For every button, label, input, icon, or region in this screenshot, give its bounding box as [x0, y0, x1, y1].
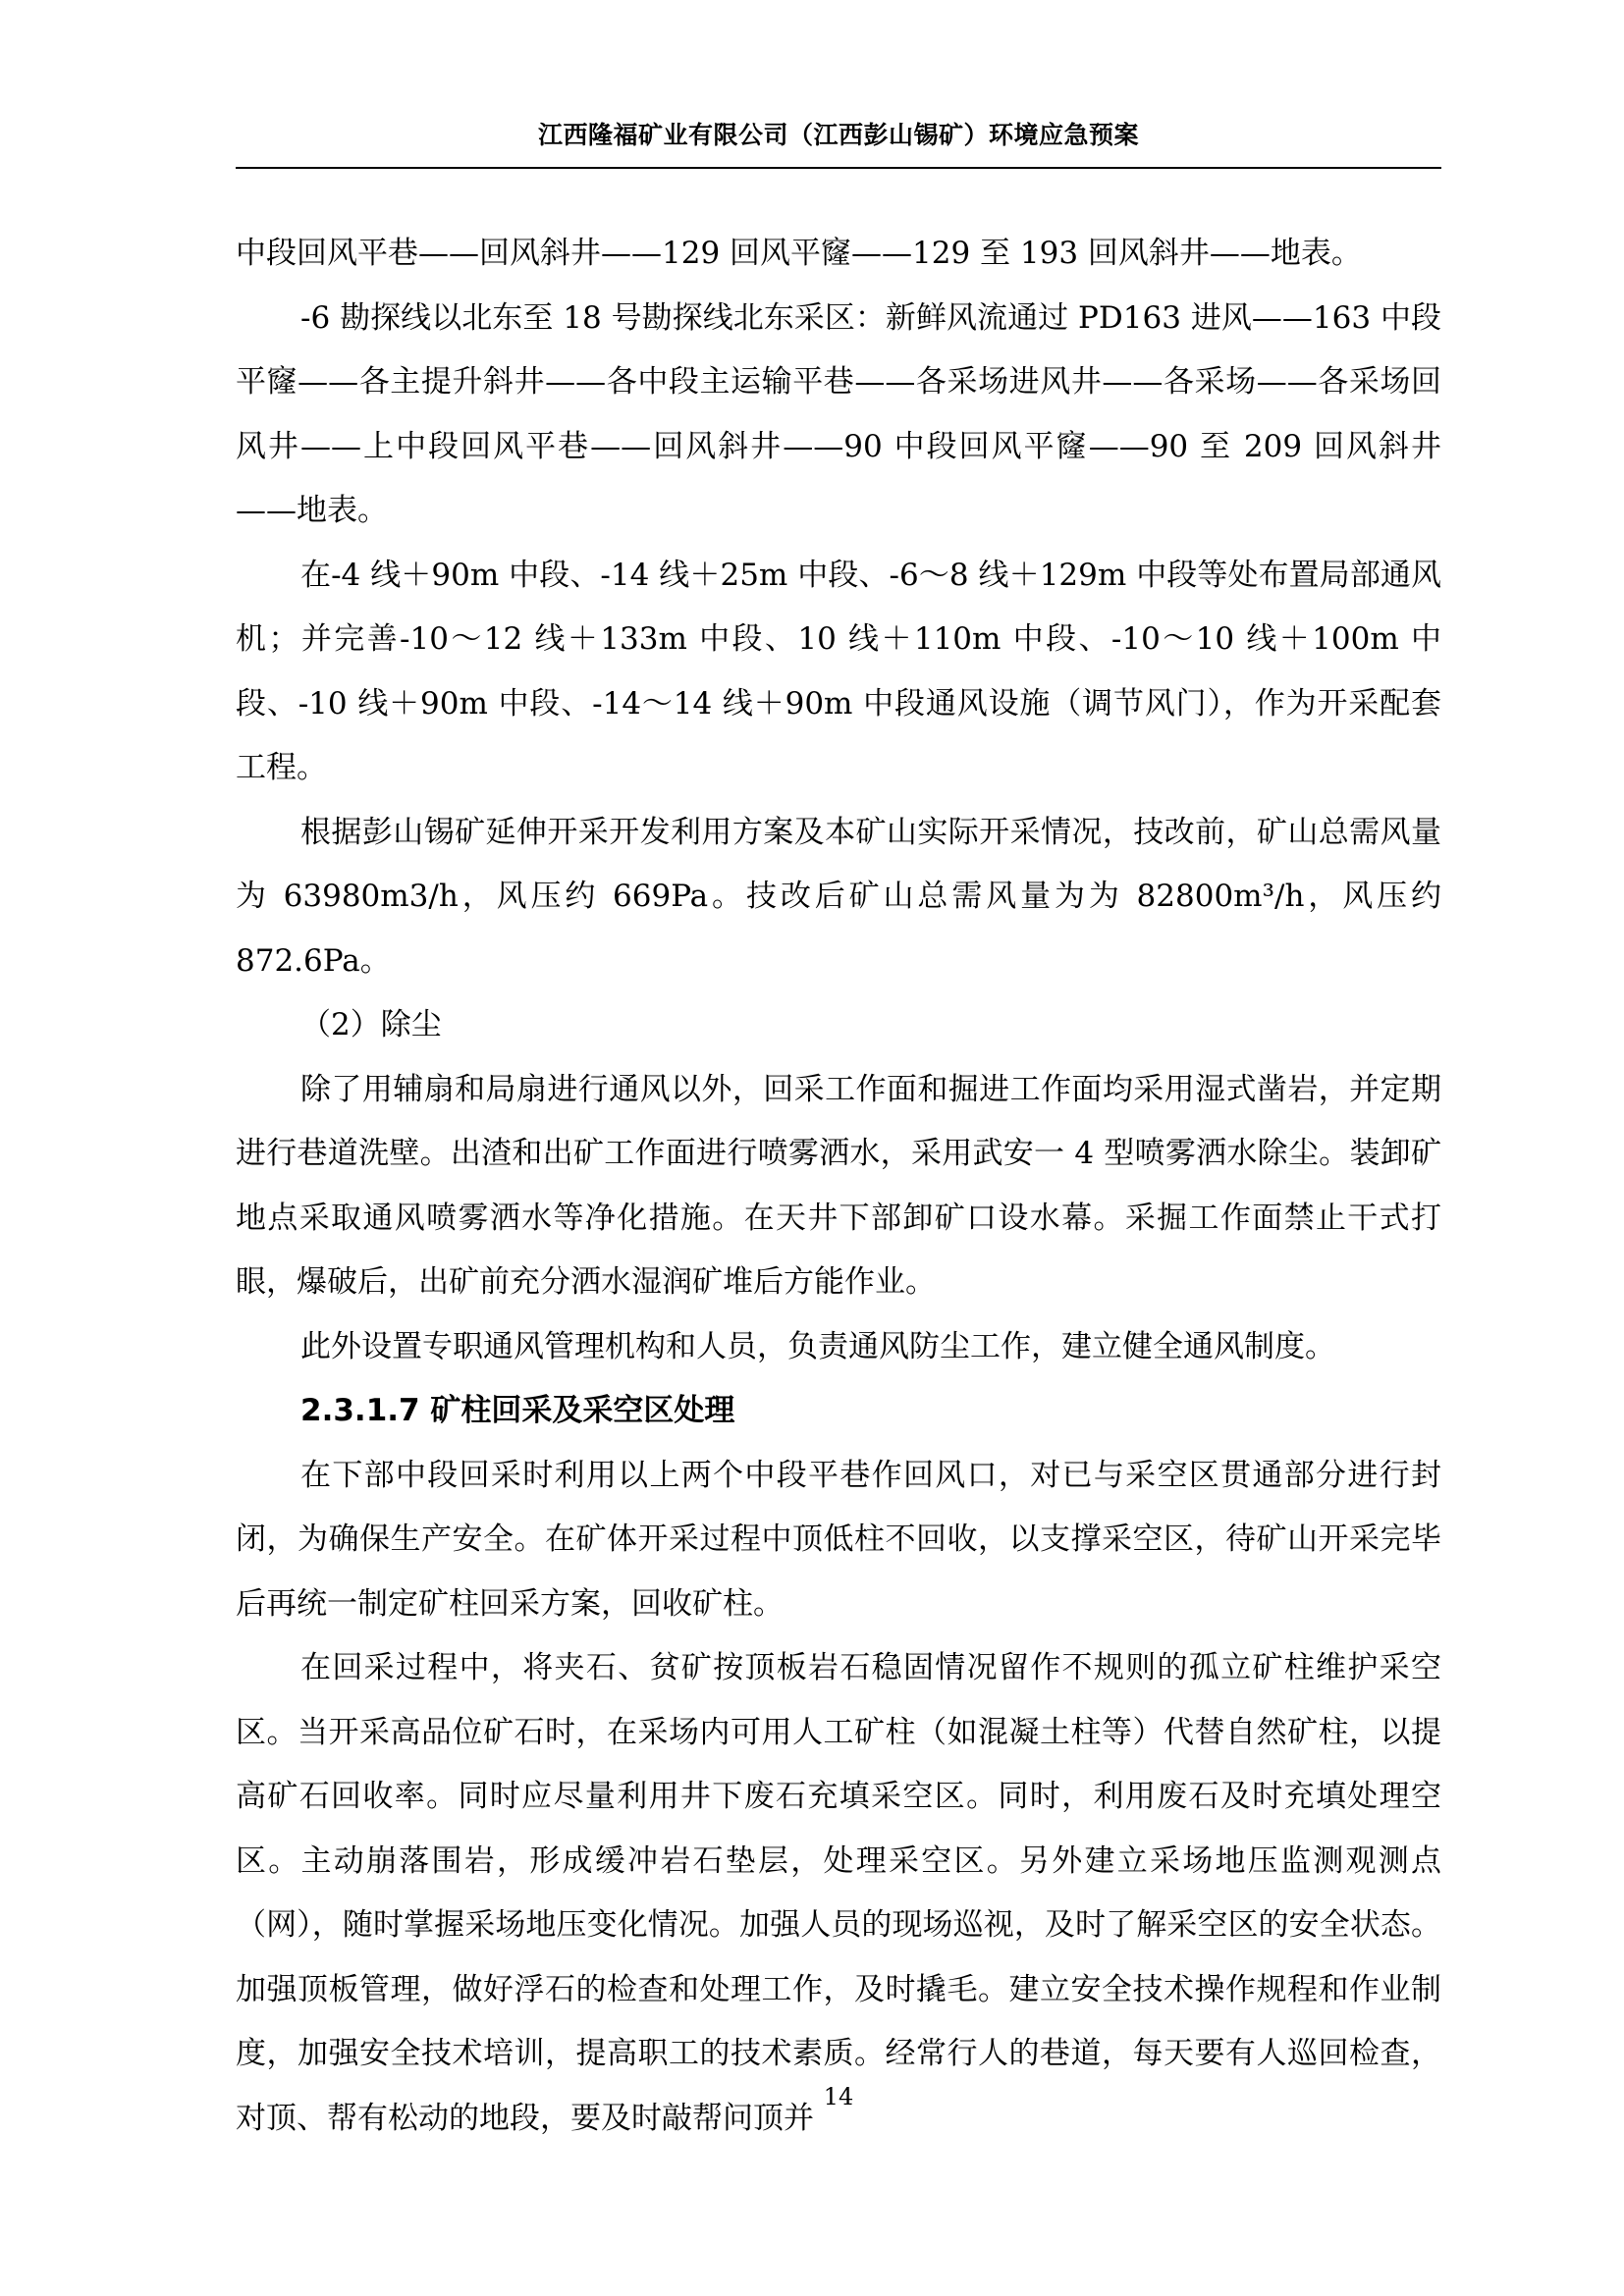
subheading-dust-removal: （2）除尘	[300, 1007, 442, 1042]
running-header: 江西隆福矿业有限公司（江西彭山锡矿）环境应急预案	[537, 121, 1139, 149]
document-body	[236, 222, 1441, 2151]
header-divider	[236, 167, 1441, 169]
paragraph-northeast-mining-area: -6 勘探线以北东至 18 号勘探线北东采区：新鲜风流通过 PD163 进风——163 中段平窿——各主提升斜井——各中段主运输平巷——各采场进风井——各采场——各采场回风井——上中段回风平巷——回风斜井——90 中段回风平窿——90 至 209 回风斜井——地表。	[236, 299, 1441, 528]
paragraph-ventilation-management: 此外设置专职通风管理机构和人员，负责通风防尘工作，建立健全通风制度。	[300, 1328, 1335, 1364]
paragraph-air-volume: 根据彭山锡矿延伸开采开发利用方案及本矿山实际开采情况，技改前，矿山总需风量为 63980m3/h，风压约 669Pa。技改后矿山总需风量为为 82800m³/h，风压约 872.6Pa。	[236, 814, 1441, 979]
paragraph-dust-measures: 除了用辅扇和局扇进行通风以外，回采工作面和掘进工作面均采用湿式凿岩，并定期进行巷道洗壁。出渣和出矿工作面进行喷雾洒水，采用武安一 4 型喷雾洒水除尘。装卸矿地点采取通风喷雾洒水等净化措施。在天井下部卸矿口设水幕。采掘工作面禁止干式打眼，爆破后，出矿前充分洒水湿润矿堆后方能作业。	[236, 1071, 1441, 1300]
paragraph-local-ventilators: 在-4 线＋90m 中段、-14 线＋25m 中段、-6～8 线＋129m 中段等处布置局部通风机；并完善-10～12 线＋133m 中段、10 线＋110m 中段、-10～10 线＋100m 中段、-10 线＋90m 中段、-14～14 线＋90m 中段通风设施（调节风门），作为开采配套工程。	[236, 557, 1441, 785]
paragraph-goaf-treatment: 在回采过程中，将夹石、贫矿按顶板岩石稳固情况留作不规则的孤立矿柱维护采空区。当开采高品位矿石时，在采场内可用人工矿柱（如混凝土柱等）代替自然矿柱，以提高矿石回收率。同时应尽量利用井下废石充填采空区。同时，利用废石及时充填处理空区。主动崩落围岩，形成缓冲岩石垫层，处理采空区。另外建立采场地压监测观测点（网），随时掌握采场地压变化情况。加强人员的现场巡视，及时了解采空区的安全状态。加强顶板管理，做好浮石的检查和处理工作，及时撬毛。建立安全技术操作规程和作业制度，加强安全技术培训，提高职工的技术素质。经常行人的巷道，每天要有人巡回检查，对顶、帮有松动的地段，要及时敲帮问顶并	[236, 1650, 1441, 2136]
section-heading-2-3-1-7: 2.3.1.7 矿柱回采及采空区处理	[300, 1393, 735, 1428]
page-number: 14	[823, 2083, 854, 2110]
paragraph-airflow-route-continued: 中段回风平巷——回风斜井——129 回风平窿——129 至 193 回风斜井——地表。	[236, 236, 1362, 271]
paragraph-pillar-recovery: 在下部中段回采时利用以上两个中段平巷作回风口，对已与采空区贯通部分进行封闭，为确保生产安全。在矿体开采过程中顶低柱不回收，以支撑采空区，待矿山开采完毕后再统一制定矿柱回采方案，回收矿柱。	[236, 1457, 1441, 1622]
